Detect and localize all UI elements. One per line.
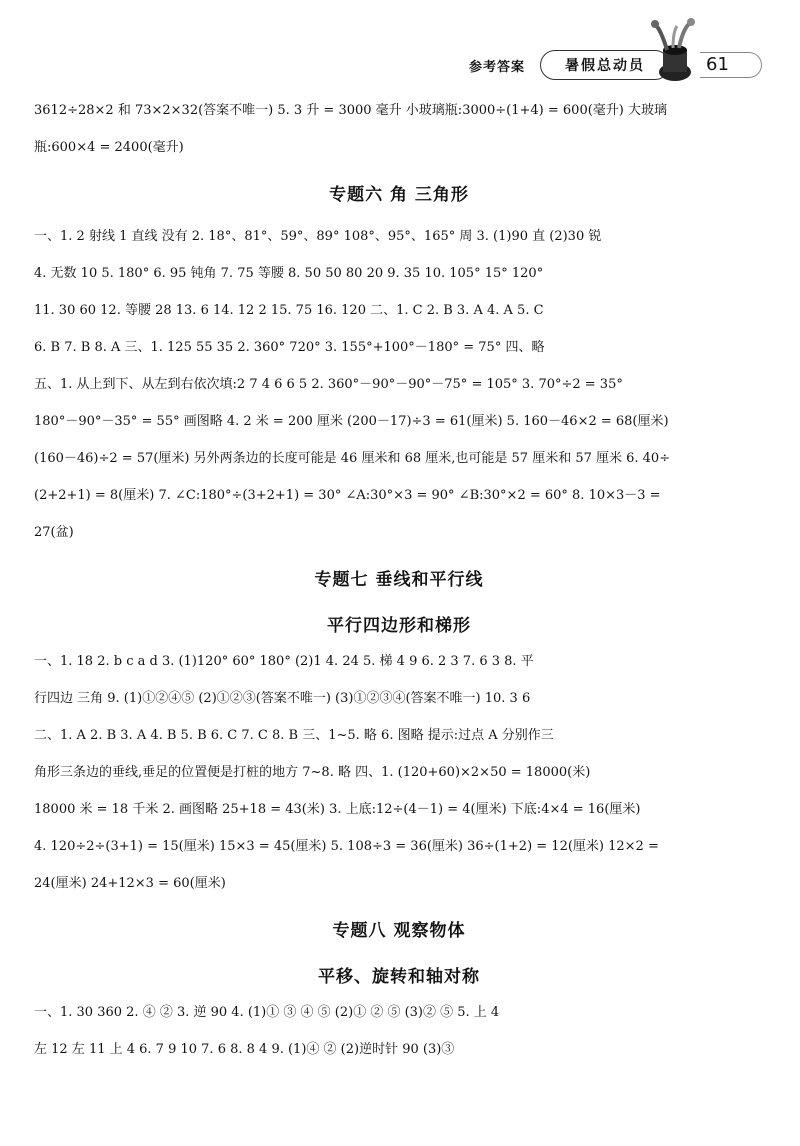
text-line: 左 12 左 11 上 4 6. 7 9 10 7. 6 8. 8 4 9. (1)④ ② (2)逆时针 90 (3)③ [34, 1041, 455, 1057]
page-header [0, 0, 800, 95]
answer-content [34, 92, 764, 1068]
text-line: 4. 120÷2÷(3+1) = 15(厘米) 15×3 = 45(厘米) 5. 108÷3 = 36(厘米) 36÷(1+2) = 12(厘米) 12×2 = [34, 838, 659, 854]
text-line: 27(盆) [34, 524, 74, 540]
text-line: 18000 米 = 18 千米 2. 画图略 25+18 = 43(米) 3. 上底:12÷(4－1) = 4(厘米) 下底:4×4 = 16(厘米) [34, 801, 641, 817]
text-line: 一、1. 30 360 2. ④ ② 3. 逆 90 4. (1)① ③ ④ ⑤ (2)① ② ⑤ (3)② ⑤ 5. 上 4 [34, 1004, 500, 1020]
text-line: 24(厘米) 24+12×3 = 60(厘米) [34, 875, 226, 891]
text-line: 4. 无数 10 5. 180° 6. 95 钝角 7. 75 等腰 8. 50 50 80 20 9. 35 10. 105° 15° 120° [34, 265, 544, 281]
magic-hat-icon [645, 16, 705, 86]
section7-title: 专题七 垂线和平行线 [314, 569, 484, 590]
section8-subtitle: 平移、旋转和轴对称 [318, 966, 480, 987]
text-line: 180°－90°－35° = 55° 画图略 4. 2 米 = 200 厘米 (200－17)÷3 = 61(厘米) 5. 160－46×2 = 68(厘米) [34, 413, 669, 429]
page-number: 61 [706, 54, 729, 75]
reference-answers-label: 参考答案 [469, 60, 526, 75]
text-line: 6. B 7. B 8. A 三、1. 125 55 35 2. 360° 720° 3. 155°+100°－180° = 75° 四、略 [34, 339, 545, 355]
text-line: 一、1. 18 2. b c a d 3. (1)120° 60° 180° (2)1 4. 24 5. 梯 4 9 6. 2 3 7. 6 3 8. 平 [34, 653, 534, 669]
text-line: (2+2+1) = 8(厘米) 7. ∠C:180°÷(3+2+1) = 30° ∠A:30°×3 = 90° ∠B:30°×2 = 60° 8. 10×3－3 = [34, 487, 661, 503]
text-line: (160－46)÷2 = 57(厘米) 另外两条边的长度可能是 46 厘米和 68 厘米,也可能是 57 厘米和 57 厘米 6. 40÷ [34, 450, 671, 466]
text-line: 11. 30 60 12. 等腰 28 13. 6 14. 12 2 15. 75 16. 120 二、1. C 2. B 3. A 4. A 5. C [34, 302, 544, 318]
section7-subtitle: 平行四边形和梯形 [327, 615, 471, 636]
text-line: 行四边 三角 9. (1)①②④⑤ (2)①②③(答案不唯一) (3)①②③④(答案不唯一) 10. 3 6 [34, 690, 531, 706]
text-line: 瓶:600×4 = 2400(毫升) [34, 139, 184, 155]
text-line: 角形三条边的垂线,垂足的位置便是打桩的地方 7~8. 略 四、1. (120+60)×2×50 = 18000(米) [34, 764, 591, 780]
book-title-pill: 暑假总动员 [540, 50, 670, 80]
section8-title: 专题八 观察物体 [332, 920, 466, 941]
text-line: 一、1. 2 射线 1 直线 没有 2. 18°、81°、59°、89° 108°、95°、165° 周 3. (1)90 直 (2)30 锐 [34, 228, 602, 244]
section6-title: 专题六 角 三角形 [329, 184, 469, 205]
text-line: 3612÷28×2 和 73×2×32(答案不唯一) 5. 3 升 = 3000 毫升 小玻璃瓶:3000÷(1+4) = 600(毫升) 大玻璃 [34, 102, 667, 118]
text-line: 五、1. 从上到下、从左到右依次填:2 7 4 6 6 5 2. 360°－90°－90°－75° = 105° 3. 70°÷2 = 35° [34, 376, 623, 392]
text-line: 二、1. A 2. B 3. A 4. B 5. B 6. C 7. C 8. B 三、1~5. 略 6. 图略 提示:过点 A 分别作三 [34, 727, 554, 743]
